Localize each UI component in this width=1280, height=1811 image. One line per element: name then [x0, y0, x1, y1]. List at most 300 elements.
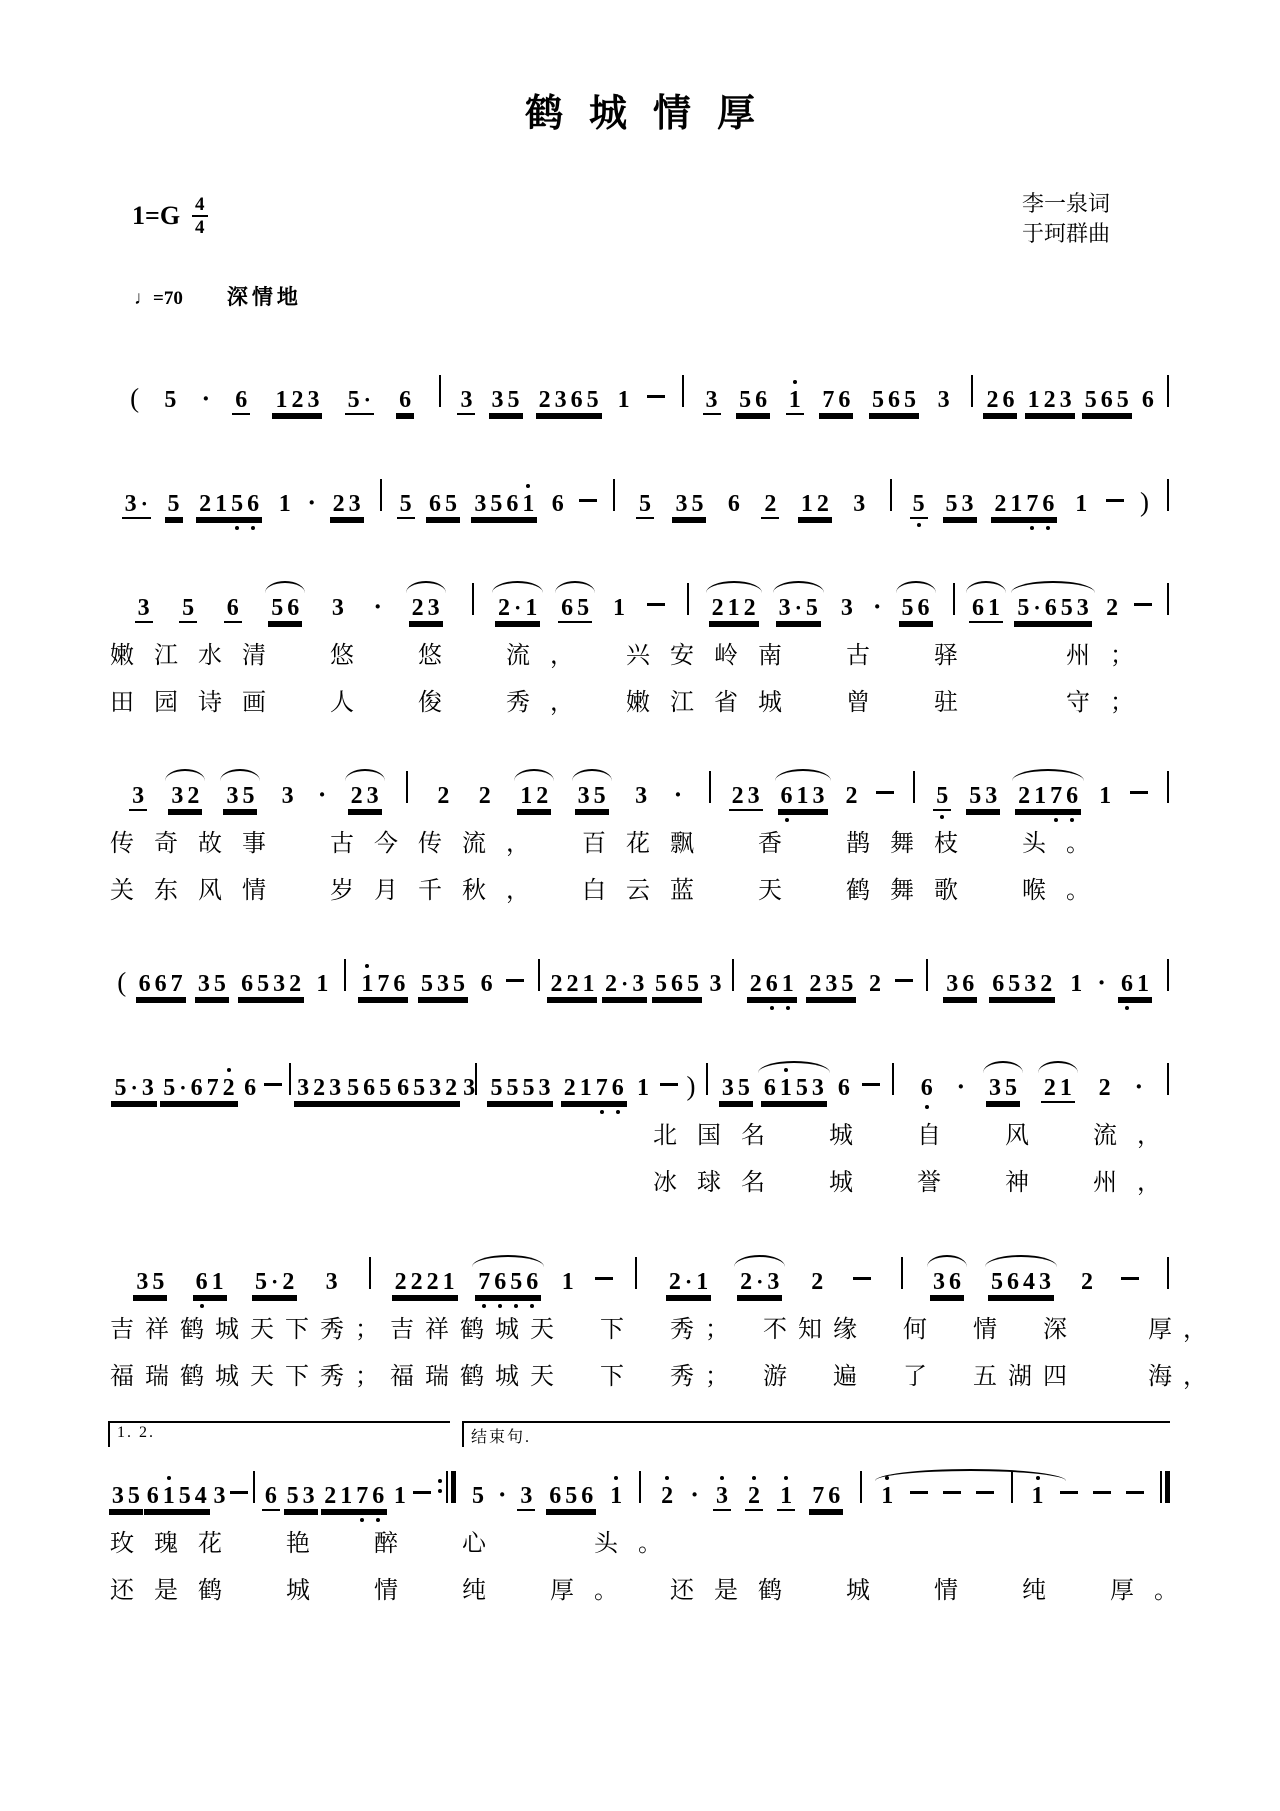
measure	[737, 969, 923, 999]
note-digit: 1	[1075, 491, 1088, 517]
note-digit: 3	[197, 971, 210, 997]
note-digit: 5	[991, 1269, 1003, 1295]
note-digit: 3	[436, 971, 449, 997]
note-digit: 2	[749, 971, 762, 997]
note-group	[1096, 1076, 1114, 1100]
octave-dot-below	[785, 818, 789, 822]
note-group	[495, 596, 540, 623]
note-digit: 6	[1119, 972, 1135, 996]
note-group	[489, 388, 523, 415]
note-group	[1029, 1484, 1047, 1508]
note-group	[392, 1270, 458, 1297]
duration-dash	[505, 969, 525, 991]
note-digit: 6	[244, 1075, 257, 1101]
note-digit: 3	[331, 595, 344, 621]
note-group	[161, 388, 179, 412]
note-digit: 5	[739, 387, 752, 413]
note-group	[935, 388, 953, 412]
note-digit: 3	[226, 783, 239, 809]
note-digit: 6	[561, 595, 574, 621]
song-title: 鹤城情厚	[524, 93, 781, 135]
note-group	[703, 388, 721, 415]
note-digit: 6	[838, 387, 851, 413]
note-digit: 2	[563, 1075, 576, 1101]
note-digit: 6	[146, 1483, 159, 1509]
note-group	[602, 972, 647, 999]
music-system	[108, 1043, 1181, 1197]
repeat-dots	[438, 1471, 443, 1503]
note-digit: 2	[282, 1269, 295, 1295]
measure	[108, 969, 341, 999]
music-system	[108, 1237, 1218, 1391]
note-group	[262, 1484, 280, 1511]
octave-dot-above	[720, 1476, 724, 1480]
note-digit: 6	[1100, 387, 1113, 413]
barline	[1167, 1063, 1169, 1095]
note-digit: 3	[709, 971, 722, 997]
note-digit: 1	[778, 1484, 794, 1508]
note-digit: 6	[194, 1270, 210, 1294]
measure	[444, 385, 679, 415]
note-digit: 5	[904, 387, 917, 413]
note-digit: 5	[257, 971, 270, 997]
note-digit: 3	[281, 783, 294, 809]
lyric-row: 玫瑰花 艳 醉 心 头。	[110, 1531, 682, 1557]
note-digit: 1	[211, 1269, 224, 1295]
note-group	[193, 1270, 227, 1297]
note-group	[719, 1076, 753, 1103]
note-digit: 2	[809, 971, 822, 997]
note-digit: 5	[229, 492, 245, 516]
note-digit: 2	[1040, 971, 1053, 997]
note-digit: 1	[442, 1269, 455, 1295]
note-digit: 5	[242, 783, 255, 809]
note-digit: 6	[235, 387, 248, 413]
barline	[860, 1471, 862, 1503]
note-digit: 2	[746, 1484, 762, 1508]
note-group	[561, 1076, 627, 1103]
note-digit: 5	[506, 1075, 519, 1101]
note-digit: 1	[561, 1269, 574, 1295]
note-group	[478, 972, 496, 996]
note-digit: 5	[490, 491, 503, 517]
octave-dot-below	[482, 1304, 486, 1308]
note-digit: 5	[795, 1075, 808, 1101]
note-digit: 1	[608, 1484, 624, 1508]
note-digit: 5	[490, 1075, 503, 1101]
note-group	[294, 1076, 344, 1103]
dotted-rhythm-dot: ·	[794, 595, 802, 620]
barline	[406, 771, 408, 803]
note-digit: 2	[1018, 783, 1031, 809]
note-digit: 1	[215, 491, 228, 517]
note-digit: 3	[675, 491, 688, 517]
note-digit: 2	[538, 387, 551, 413]
note-digit: 3	[273, 971, 286, 997]
note-group	[179, 596, 197, 623]
note-digit: 5	[805, 595, 818, 621]
note-digit: 6	[610, 1076, 626, 1100]
octave-dot-above	[167, 1476, 171, 1480]
note-group	[725, 492, 743, 516]
note-group	[850, 492, 868, 516]
note-digit: 6	[363, 1075, 376, 1101]
note-group	[986, 1076, 1020, 1103]
octave-dot-above	[793, 380, 797, 384]
duration-dash	[646, 593, 666, 615]
octave-dot-below	[1125, 1006, 1129, 1010]
music-system	[108, 563, 1172, 717]
notes-row	[108, 355, 1172, 415]
augmentation-dot: ·	[690, 1480, 699, 1509]
note-digit: 6	[1064, 784, 1080, 808]
barline	[901, 1257, 903, 1289]
dotted-rhythm-dot: ·	[363, 387, 371, 412]
octave-dot-below	[770, 1006, 774, 1010]
note-digit: 3	[778, 595, 791, 621]
note-digit: 6	[506, 491, 519, 517]
note-digit: 5	[213, 971, 226, 997]
note-group	[610, 596, 628, 620]
note-digit: 6	[888, 387, 901, 413]
note-digit: 7	[206, 1075, 219, 1101]
note-digit: 1	[1136, 971, 1149, 997]
augmentation-dot: ·	[673, 780, 683, 809]
note-digit: 1	[1099, 783, 1112, 809]
note-digit: 6	[1002, 387, 1015, 413]
meta-row	[108, 189, 1172, 253]
note-digit: 6	[138, 971, 151, 997]
note-digit: 2	[1081, 1269, 1093, 1295]
measure	[108, 594, 469, 623]
note-digit: 3	[767, 1269, 780, 1295]
lyric-row: 嫩江水清 悠 悠 流， 兴安岭南 古 驿 州；	[110, 643, 1154, 669]
note-group	[409, 596, 443, 623]
duration-dash	[578, 489, 598, 511]
note-group	[238, 972, 304, 999]
note-digit: 3	[1076, 595, 1089, 621]
note-digit: 3	[538, 1075, 551, 1101]
octave-dot-below	[498, 1304, 502, 1308]
note-group	[842, 784, 860, 808]
note-group	[737, 1270, 782, 1297]
note-group	[165, 492, 183, 519]
note-digit: 3	[812, 783, 825, 809]
note-digit: 5	[347, 387, 360, 413]
note-digit: 7	[1024, 492, 1040, 516]
note-digit: 3	[213, 1483, 226, 1509]
note-group	[241, 1076, 259, 1100]
note-digit: 3	[933, 1269, 945, 1295]
barline	[687, 583, 689, 615]
note-digit: 6	[154, 971, 167, 997]
note-digit: 4	[194, 1483, 207, 1509]
duration-dash	[229, 1481, 249, 1503]
note-digit: 5	[254, 1269, 267, 1295]
note-digit: 5	[271, 595, 284, 621]
note-digit: 5	[691, 491, 704, 517]
note-group	[634, 1076, 652, 1100]
note-digit: 1	[340, 1483, 353, 1509]
note-digit: 6	[551, 491, 564, 517]
barline	[892, 1063, 894, 1095]
note-digit: 6	[949, 1269, 961, 1295]
note-digit: 6	[917, 595, 930, 621]
note-digit: 5	[347, 1075, 360, 1101]
tempo-marking	[134, 288, 183, 310]
measure	[692, 594, 950, 623]
note-group	[1067, 972, 1085, 996]
notes-row	[108, 1237, 1172, 1297]
note-digit: 1	[696, 1269, 709, 1295]
note-group	[348, 784, 382, 811]
octave-dot-above	[526, 484, 530, 488]
barline	[682, 375, 684, 407]
note-group	[549, 492, 567, 516]
note-digit: 5	[654, 971, 667, 997]
note-digit: 2	[550, 971, 563, 997]
dotted-rhythm-dot: ·	[756, 1269, 764, 1294]
note-digit: 5	[413, 1075, 426, 1101]
note-group	[838, 596, 856, 620]
note-digit: 3	[329, 1075, 342, 1101]
note-digit: 5	[841, 971, 854, 997]
volta-bracket-ending	[462, 1421, 1170, 1447]
duration-dash	[1125, 1481, 1145, 1503]
note-digit: 6	[190, 1075, 203, 1101]
duration-dash	[1092, 1481, 1112, 1503]
note-digit: 3	[811, 1075, 824, 1101]
octave-dot-below	[251, 526, 255, 530]
note-group	[652, 972, 702, 999]
measure	[711, 1073, 889, 1103]
note-group	[910, 492, 928, 519]
note-group	[729, 784, 763, 811]
barline	[1167, 479, 1169, 511]
measure	[865, 1481, 1007, 1508]
octave-dot-below	[514, 1304, 518, 1308]
note-digit: 6	[670, 971, 683, 997]
note-digit: 6	[919, 1076, 935, 1100]
note-group	[869, 388, 919, 415]
note-digit: 3	[721, 1075, 734, 1101]
note-digit: 3	[635, 783, 648, 809]
note-group	[672, 492, 706, 519]
octave-dot-above	[752, 1476, 756, 1480]
measure	[385, 489, 609, 519]
parenthesis: (	[117, 967, 127, 997]
measure	[458, 1482, 636, 1511]
meter-numerator: 4	[195, 194, 205, 215]
music-systems	[108, 355, 1218, 1605]
measure	[477, 593, 683, 623]
octave-dot-above	[784, 1068, 788, 1072]
note-group	[487, 1076, 553, 1103]
notes-row	[108, 939, 1172, 999]
note-digit: 2	[1043, 387, 1056, 413]
dotted-rhythm-dot: ·	[1033, 595, 1041, 620]
octave-dot-below	[600, 1110, 604, 1114]
note-digit: 1	[525, 595, 538, 621]
measure	[931, 970, 1164, 999]
note-digit: 1	[520, 492, 536, 516]
note-digit: 2	[324, 1483, 337, 1509]
key-signature	[132, 195, 208, 238]
barline	[709, 771, 711, 803]
note-digit: 7	[822, 387, 835, 413]
note-group	[345, 388, 374, 415]
note-group	[272, 388, 322, 415]
note-group	[933, 784, 951, 811]
lyric-row: 北国名 城 自 风 流，	[653, 1123, 1181, 1149]
note-group	[943, 972, 977, 999]
note-group	[707, 972, 725, 996]
note-group	[109, 1484, 143, 1511]
note-digit: 3	[111, 1483, 124, 1509]
note-digit: 3	[463, 1075, 476, 1101]
measure	[976, 388, 1164, 415]
dotted-rhythm-dot: ·	[684, 1269, 693, 1294]
note-group	[426, 492, 460, 519]
barline	[289, 1063, 291, 1095]
note-group	[808, 1270, 826, 1294]
note-group	[129, 784, 147, 811]
note-digit: 6	[828, 1483, 841, 1509]
note-digit: 3	[1039, 1269, 1051, 1295]
lyric-row: 冰球名 城 誉 神 州，	[653, 1170, 1181, 1196]
note-group	[358, 972, 408, 999]
augmentation-dot: ·	[956, 1072, 966, 1101]
note-group	[607, 1484, 625, 1508]
measure	[349, 969, 535, 999]
note-group	[969, 596, 1003, 623]
note-digit: 1	[1034, 783, 1047, 809]
note-digit: 5	[522, 1075, 535, 1101]
note-digit: 5	[127, 1483, 140, 1509]
note-group	[1015, 784, 1081, 811]
barline	[369, 1257, 371, 1289]
note-digit: 6	[492, 1270, 508, 1294]
lyric-row: 福瑞鹤城天下秀；福瑞鹤城天 下 秀； 游 遍 了 五湖四 海，	[110, 1364, 1218, 1390]
note-digit: 2	[605, 971, 618, 997]
measure	[687, 388, 968, 415]
note-digit: 2	[740, 1269, 753, 1295]
measure	[543, 972, 729, 999]
dotted-rhythm-dot: ·	[179, 1075, 187, 1100]
measure	[108, 1073, 286, 1103]
duration-dash	[852, 1267, 872, 1289]
note-digit: 2	[291, 387, 304, 413]
note-digit: 3	[124, 491, 137, 517]
note-digit: 2	[199, 491, 212, 517]
note-group	[1103, 596, 1121, 620]
note-digit: 5	[945, 491, 958, 517]
note-group	[899, 596, 933, 623]
note-digit: 2	[1043, 1075, 1056, 1101]
tempo-bpm: =70	[153, 288, 183, 309]
note-digit: 3	[985, 783, 998, 809]
note-group	[471, 492, 537, 519]
note-digit: 5	[686, 971, 699, 997]
note-digit: 5	[178, 1483, 191, 1509]
note-group	[658, 1484, 676, 1508]
note-digit: 5	[472, 1483, 484, 1509]
augmentation-dot: ·	[872, 592, 882, 621]
duration-dash	[1133, 593, 1153, 615]
note-digit: 6	[429, 491, 441, 517]
note-digit: 3	[705, 387, 718, 413]
note-group	[559, 1270, 577, 1294]
note-digit: 1	[988, 595, 1001, 621]
note-digit: 6	[581, 1483, 594, 1509]
note-digit: 1	[617, 387, 630, 413]
note-digit: 1	[1010, 491, 1023, 517]
octave-dot-below	[1070, 818, 1074, 822]
note-digit: 1	[778, 1076, 794, 1100]
note-group	[168, 784, 202, 811]
note-digit: 5	[152, 1269, 165, 1295]
barline	[706, 1063, 708, 1095]
expression-marking: 深情地	[226, 285, 302, 309]
note-group	[632, 784, 650, 808]
note-group	[517, 1484, 535, 1511]
note-digit: 2	[187, 783, 200, 809]
lyric-row: 田园诗画 人 俊 秀， 嫩江省城 曾 驻 守；	[110, 690, 1154, 716]
dotted-rhythm-dot: ·	[130, 1075, 138, 1100]
note-digit: 5	[286, 1483, 299, 1509]
lyricist-credit: 李一泉词	[1021, 191, 1110, 216]
octave-dot-below	[235, 526, 239, 530]
octave-dot-above	[784, 1476, 788, 1480]
octave-dot-above	[227, 1068, 231, 1072]
note-digit: 5	[911, 492, 927, 516]
note-digit: 5	[969, 783, 982, 809]
note-digit: 6	[226, 595, 239, 621]
note-digit: 5	[508, 1270, 524, 1294]
note-digit: 2	[1098, 1075, 1111, 1101]
note-digit: 7	[354, 1484, 370, 1508]
note-digit: 2	[332, 491, 345, 517]
note-digit: 2	[498, 595, 511, 621]
measure	[644, 1482, 857, 1511]
duration-dash	[1059, 1481, 1079, 1503]
note-group	[666, 1270, 711, 1297]
note-group	[284, 1484, 318, 1511]
note-digit: 6	[763, 1075, 776, 1101]
note-digit: 1	[636, 1075, 649, 1101]
note-digit: 5	[445, 491, 457, 517]
barline	[253, 1471, 255, 1503]
lyric-row: 关东风情 岁月千秋， 白云蓝 天 鹤舞歌 喉。	[110, 878, 1110, 904]
measure	[258, 1481, 436, 1511]
measure	[294, 1075, 476, 1103]
note-group	[930, 1270, 964, 1297]
note-group	[983, 388, 1017, 415]
note-digit: 2	[811, 1269, 824, 1295]
note-group	[122, 492, 151, 519]
measure	[108, 1481, 250, 1511]
note-digit: 2	[668, 1269, 681, 1295]
note-digit: 5	[114, 1075, 127, 1101]
note-group	[709, 596, 759, 623]
note-group	[323, 1270, 341, 1294]
note-digit: 3	[460, 387, 473, 413]
note-group	[160, 1076, 237, 1103]
note-group	[761, 1076, 827, 1103]
note-digit: 6	[524, 1270, 540, 1294]
note-group	[546, 1484, 596, 1511]
note-digit: 7	[476, 1270, 492, 1294]
